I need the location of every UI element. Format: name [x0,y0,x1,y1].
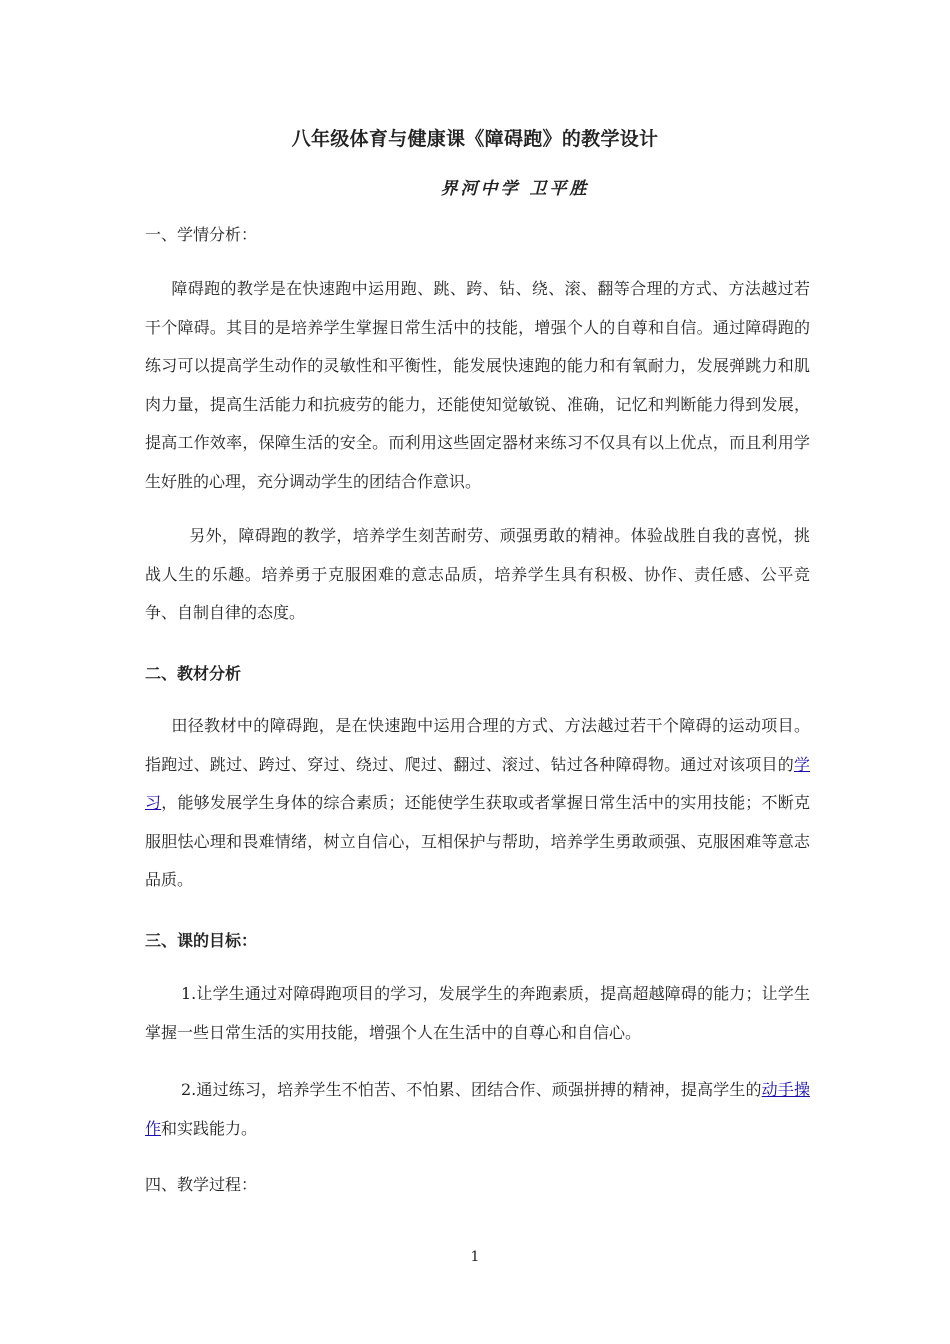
paragraph-1-text: 障碍跑的教学是在快速跑中运用跑、跳、跨、钻、绕、滚、翻等合理的方式、方法越过若干个障碍。其目的是培养学生掌握日常生活中的技能，增强个人的自尊和自信。通过障碍跑的练习可以提高学生动作的灵敏性和平衡性，能发展快速跑的能力和有氧耐力，发展弹跳力和肌肉力量，提高生活能力和抗疲劳的能力，还能使知觉敏锐、准确，记忆和判断能力得到发展，提高工作效率，保障生活的安全。而利用这些固定器材来练习不仅具有以上优点，而且利用学生好胜的心理，充分调动学生的团结合作意识。 [145,279,810,491]
study-link[interactable]: 学习 [145,754,810,812]
paragraph-2 [145,517,810,633]
section-heading-2: 二、教材分析 [145,664,242,683]
paragraph-5-text-a: 2.通过练习，培养学生不怕苦、不怕累、团结合作、顽强拼搏的精神，提高学生的 [181,1080,762,1099]
paragraph-1 [145,270,810,501]
document-title: 八年级体育与健康课《障碍跑》的教学设计 [291,128,659,150]
paragraph-3-text-a: 田径教材中的障碍跑，是在快速跑中运用合理的方式、方法越过若干个障碍的运动项目。指跑过、跳过、跨过、穿过、绕过、爬过、翻过、滚过、钻过各种障碍物。通过对该项目的 [145,716,810,774]
section-heading-1: 一、学情分析： [145,225,258,244]
paragraph-3 [145,707,810,900]
document-author: 界河中学 卫平胜 [440,179,590,199]
paragraph-2-text: 另外，障碍跑的教学，培养学生刻苦耐劳、顽强勇敢的精神。体验战胜自我的喜悦，挑战人生的乐趣。培养勇于克服困难的意志品质，培养学生具有积极、协作、责任感、公平竞争、自制自律的态度。 [145,526,810,622]
paragraph-5-text-b: 和实践能力。 [161,1118,258,1138]
section-heading-3: 三、课的目标： [145,931,258,950]
paragraph-3-text-b: ，能够发展学生身体的综合素质；还能使学生获取或者掌握日常生活中的实用技能；不断克服胆怯心理和畏难情绪，树立自信心，互相保护与帮助，培养学生勇敢顽强、克服困难等意志品质。 [145,793,810,889]
section-heading-4: 四、教学过程： [145,1175,258,1194]
paragraph-4 [145,975,810,1052]
paragraph-4-text: 1.让学生通过对障碍跑项目的学习，发展学生的奔跑素质，提高超越障碍的能力；让学生掌握一些日常生活的实用技能，增强个人在生活中的自尊心和自信心。 [145,984,810,1042]
hands-on-link[interactable]: 动手操作 [145,1080,810,1138]
page-number: 1 [470,1249,480,1265]
paragraph-5 [145,1071,810,1148]
